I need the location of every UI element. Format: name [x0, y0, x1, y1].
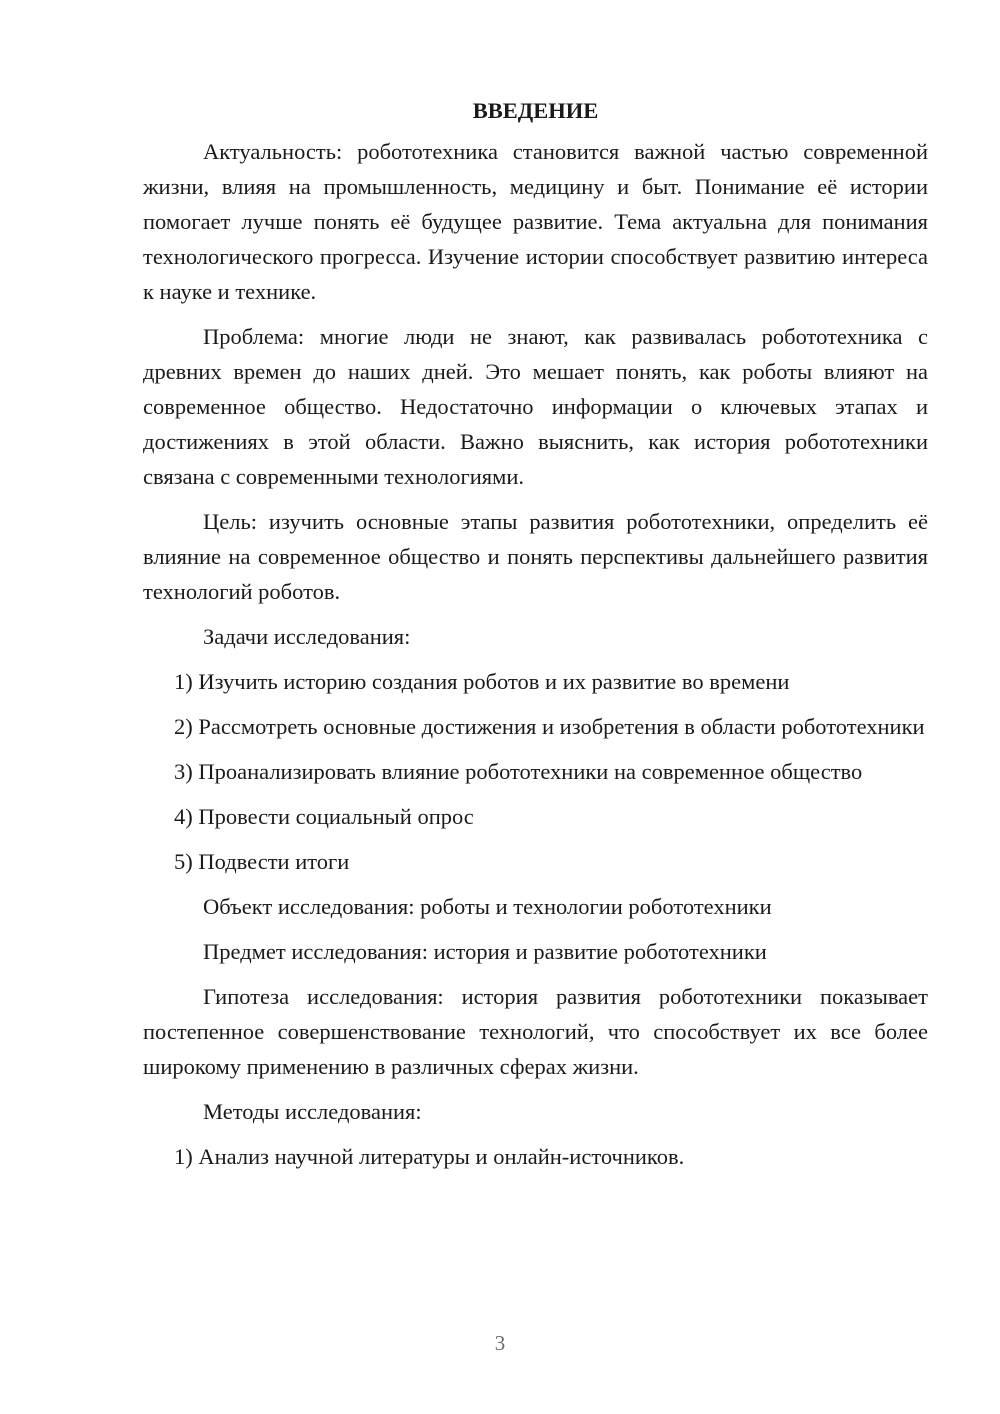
methods-heading: Методы исследования: [203, 1099, 422, 1124]
goal-paragraph: Цель: изучить основные этапы развития робототехники, определить её влияние на современное общество и понять перспективы дальнейшего развития технологий роботов. [143, 509, 928, 604]
section-title: ВВЕДЕНИЕ [472, 98, 599, 123]
method-item-1: 1) Анализ научной литературы и онлайн-источников. [174, 1144, 685, 1169]
document-page [143, 93, 928, 1174]
task-item-3: 3) Проанализировать влияние робототехники на современное общество [174, 759, 863, 784]
subject-line: Предмет исследования: история и развитие робототехники [203, 939, 767, 964]
hypothesis-paragraph: Гипотеза исследования: история развития робототехники показывает постепенное совершенствование технологий, что способствует их все более широкому применению в различных сферах жизни. [143, 984, 928, 1079]
task-item-4: 4) Провести социальный опрос [174, 804, 474, 829]
relevance-paragraph: Актуальность: робототехника становится важной частью современной жизни, влияя на промышленность, медицину и быт. Понимание её истории помогает лучше понять её будущее развитие. Тема актуальна для понимания технологического прогресса. Изучение истории способствует развитию интереса к науке и технике. [143, 139, 928, 304]
task-item-2: 2) Рассмотреть основные достижения и изобретения в области робототехники [174, 714, 925, 739]
task-item-1: 1) Изучить историю создания роботов и их развитие во времени [174, 669, 790, 694]
tasks-heading: Задачи исследования: [203, 624, 411, 649]
page-number: 3 [494, 1331, 506, 1355]
object-line: Объект исследования: роботы и технологии робототехники [203, 894, 772, 919]
problem-paragraph: Проблема: многие люди не знают, как развивалась робототехника с древних времен до наших дней. Это мешает понять, как роботы влияют на современное общество. Недостаточно информации о ключевых этапах и достижениях в этой области. Важно выяснить, как история робототехники связана с современными технологиями. [143, 324, 928, 489]
task-item-5: 5) Подвести итоги [174, 849, 350, 874]
